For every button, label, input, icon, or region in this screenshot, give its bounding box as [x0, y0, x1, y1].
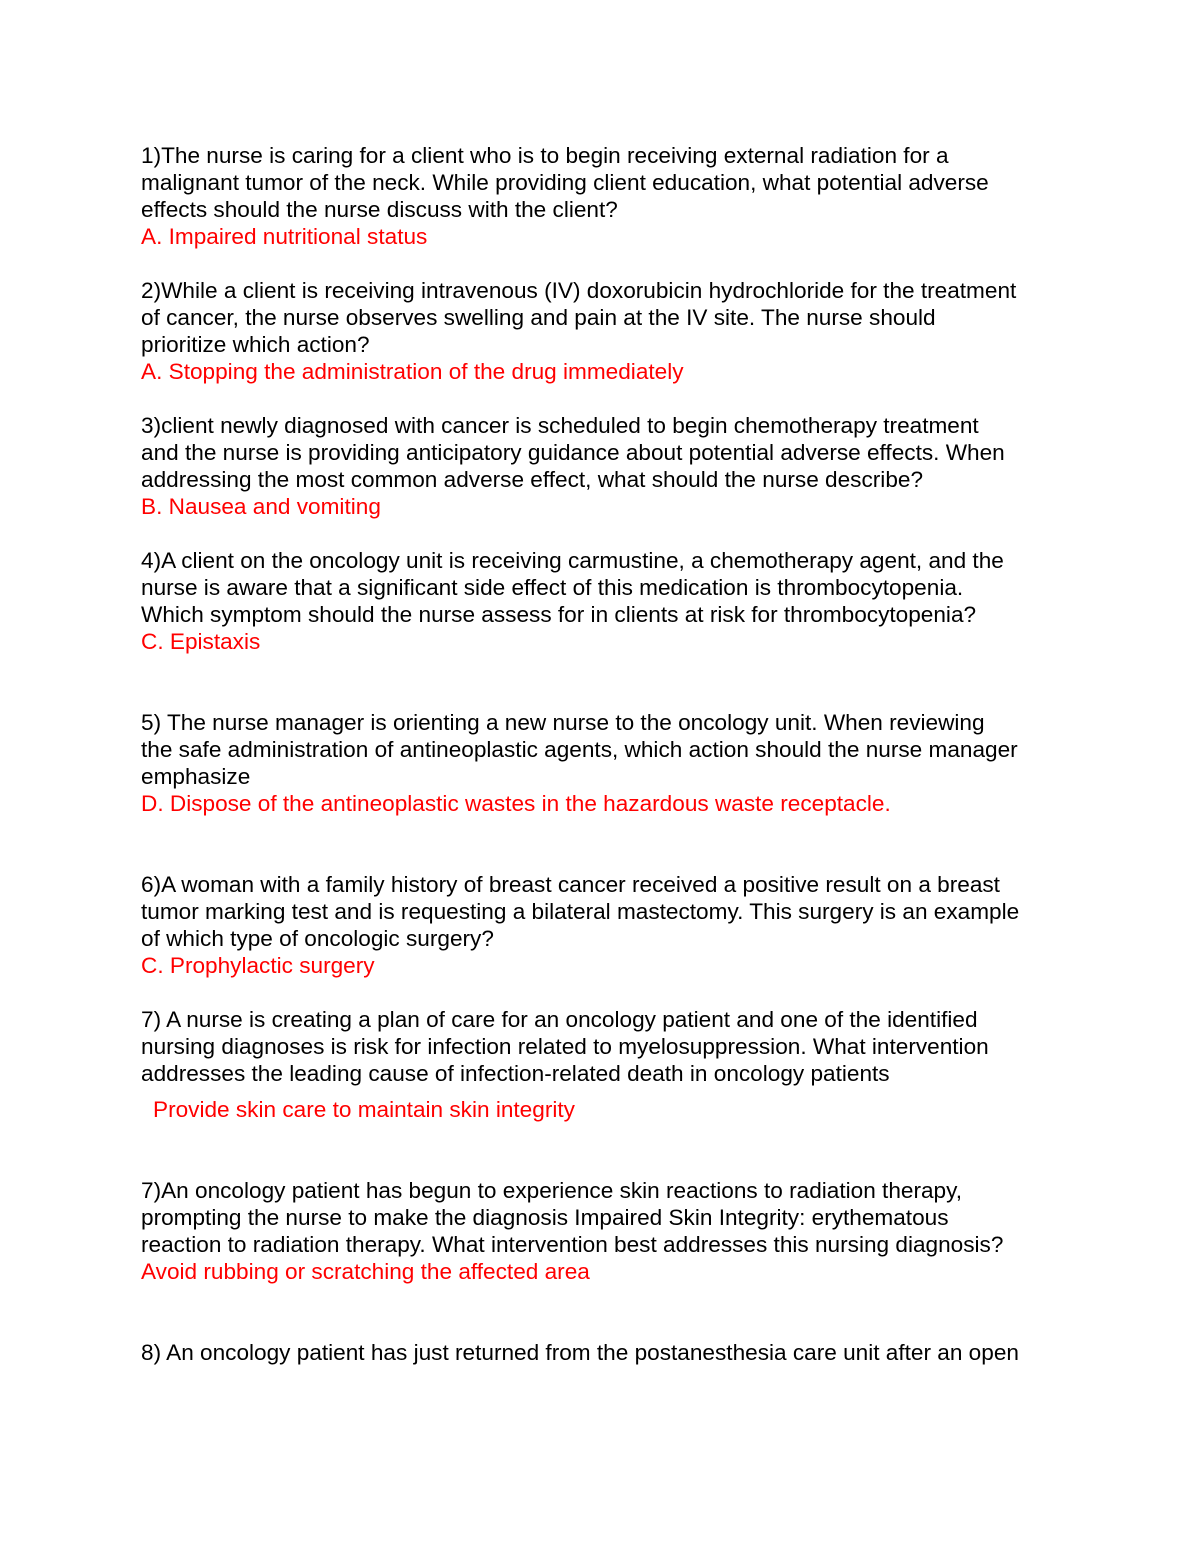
answer-text: D. Dispose of the antineoplastic wastes in the hazardous waste receptacle.: [141, 791, 891, 816]
spacer: [141, 979, 1081, 1006]
question-text: 6)A woman with a family history of breast cancer received a positive result on a breast tumor marking test and is requesting a bilateral mastectomy. This surgery is an example of which type of oncologic surgery?: [141, 872, 1020, 951]
spacer: [141, 385, 1081, 412]
spacer: [141, 520, 1081, 547]
spacer: [141, 1285, 1081, 1339]
question-text: 1)The nurse is caring for a client who is to begin receiving external radiation for a malignant tumor of the neck. While providing client education, what potential adverse effects should the nurse discuss with the client?: [141, 143, 989, 222]
document-content: [141, 142, 1081, 1366]
answer-text: Avoid rubbing or scratching the affected area: [141, 1259, 590, 1284]
question-text: 8) An oncology patient has just returned from the postanesthesia care unit after an open: [141, 1340, 1019, 1365]
question-item-7a: [141, 1006, 1081, 1123]
question-text: 3)client newly diagnosed with cancer is scheduled to begin chemotherapy treatment and the nurse is providing anticipatory guidance about potential adverse effects. When addressing the most common adverse effect, what should the nurse describe?: [141, 413, 1005, 492]
question-item-4: [141, 547, 1081, 655]
question-item-8: [141, 1339, 1081, 1366]
answer-text: B. Nausea and vomiting: [141, 494, 381, 519]
question-item-5: [141, 709, 1081, 817]
answer-text: A. Stopping the administration of the drug immediately: [141, 359, 684, 384]
question-text: 2)While a client is receiving intravenous (IV) doxorubicin hydrochloride for the treatment of cancer, the nurse observes swelling and pain at the IV site. The nurse should prioritize which action?: [141, 278, 1017, 357]
question-item-3: [141, 412, 1081, 520]
answer-text: C. Epistaxis: [141, 629, 261, 654]
spacer: [141, 655, 1081, 709]
question-item-7b: [141, 1177, 1081, 1285]
question-item-2: [141, 277, 1081, 385]
answer-text: Provide skin care to maintain skin integrity: [153, 1097, 575, 1122]
question-item-6: [141, 871, 1081, 979]
question-text: 7) A nurse is creating a plan of care for an oncology patient and one of the identified nursing diagnoses is risk for infection related to myelosuppression. What intervention addresses the leading cause of infection-related death in oncology patients: [141, 1007, 989, 1086]
spacer: [141, 817, 1081, 871]
spacer: [141, 250, 1081, 277]
question-text: 7)An oncology patient has begun to experience skin reactions to radiation therapy, prompting the nurse to make the diagnosis Impaired Skin Integrity: erythematous reaction to radiation therapy. What intervention best addresses this nursing diagnosis?: [141, 1178, 1004, 1257]
spacer: [141, 1123, 1081, 1177]
question-text: 5) The nurse manager is orienting a new nurse to the oncology unit. When reviewing the safe administration of antineoplastic agents, which action should the nurse manager emphasize: [141, 710, 1018, 789]
question-item-1: [141, 142, 1081, 250]
answer-text: C. Prophylactic surgery: [141, 953, 375, 978]
question-text: 4)A client on the oncology unit is receiving carmustine, a chemotherapy agent, and the nurse is aware that a significant side effect of this medication is thrombocytopenia. Which symptom should the nurse assess for in clients at risk for thrombocytopenia?: [141, 548, 1004, 627]
answer-text: A. Impaired nutritional status: [141, 224, 428, 249]
